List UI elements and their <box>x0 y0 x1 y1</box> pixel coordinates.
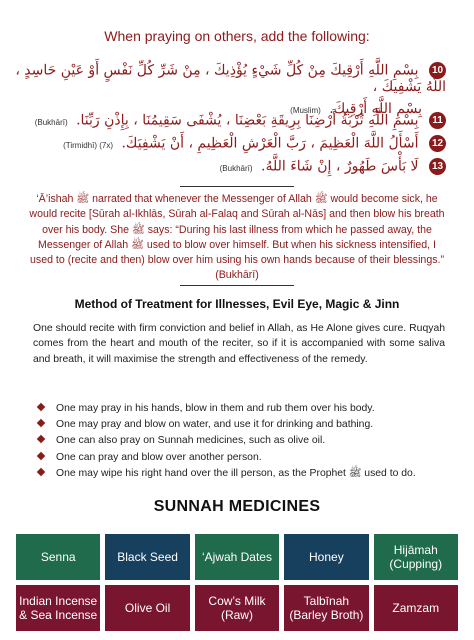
diamond-bullet-icon <box>37 419 45 427</box>
dua-arabic-text: أَسْأَلُ اللَّهَ الْعَظِيمَ ، رَبَّ الْعَرْشِ الْعَظِيمِ ، أَنْ يَشْفِيَكَ. <box>121 135 419 152</box>
diamond-bullet-icon <box>37 435 45 443</box>
diamond-bullet-icon <box>37 451 45 459</box>
dua-source: (Bukhārī) <box>34 117 68 127</box>
medicine-tile: Talbīnah (Barley Broth) <box>284 585 368 631</box>
dua-number-badge: 13 <box>429 158 446 175</box>
dua-11 <box>31 112 446 129</box>
list-item-text: One can pray and blow over another person. <box>56 451 262 463</box>
dua-source: (Bukhārī) <box>219 163 253 173</box>
diamond-bullet-icon <box>37 403 45 411</box>
dua-10 <box>0 62 446 117</box>
dua-arabic-text: بِسْمِ اللَّهِ تُرْبَةُ أَرْضِنَا بِرِيقَةِ بَعْضِنَا ، يُشْفَى سَقِيمُنَا ، بِإِذْنِ رَبِّنَا. <box>76 112 419 129</box>
divider-top <box>180 186 294 187</box>
dua-arabic-text: لَا بَأْسَ طَهُورٌ ، إِنْ شَاءَ اللَّهُ. <box>261 158 419 175</box>
list-item-text: One may wipe his right hand over the ill person, as the Prophet ﷺ used to do. <box>56 467 416 479</box>
dua-number-badge: 10 <box>429 62 446 79</box>
dua-number-badge: 11 <box>429 112 446 129</box>
method-bullet-list <box>38 401 448 482</box>
medicine-tile: Cow’s Milk (Raw) <box>195 585 279 631</box>
method-paragraph: One should recite with firm conviction and belief in Allah, as He Alone gives cure. Ruqyah comes from the heart and mouth of the reciter, so if it is accompanied with some saliva and breath, it will maximise the strength and effectiveness of the remedy. <box>33 323 445 365</box>
medicine-tile: Olive Oil <box>105 585 189 631</box>
medicine-tile: Hijāmah (Cupping) <box>374 534 458 580</box>
medicine-tile: Black Seed <box>105 534 189 580</box>
list-item <box>38 450 448 466</box>
sunnah-medicines-title: SUNNAH MEDICINES <box>153 498 321 515</box>
medicine-grid <box>16 534 458 632</box>
dua-arabic-text: بِسْمِ اللَّهِ أَرْقِيكَ. <box>329 101 422 117</box>
divider-bottom <box>180 285 294 286</box>
list-item <box>38 401 448 417</box>
list-item <box>38 466 448 482</box>
list-item-text: One may pray in his hands, blow in them and rub them over his body. <box>56 403 375 414</box>
list-item-text: One can also pray on Sunnah medicines, such as olive oil. <box>56 435 326 447</box>
list-item <box>38 417 448 433</box>
method-title: Method of Treatment for Illnesses, Evil Eye, Magic & Jinn <box>74 297 400 311</box>
list-item <box>38 433 448 449</box>
medicine-tile: Honey <box>284 534 368 580</box>
medicine-tile: ‘Ajwah Dates <box>195 534 279 580</box>
medicine-tile: Indian Incense & Sea Incense <box>16 585 100 631</box>
hadith-quote: ‘Ā’ishah ﷺ narrated that whenever the Messenger of Allah ﷺ would become sick, he would recite [Sūrah al-Ikhlās, Sūrah al-Falaq and Sūrah al-Nās] and then blow his breath over his body. She ﷺ says: “During his last illness from which he passed away, the Messenger of Allah ﷺ used to blow over himself. But when his sickness intensified, I used to (recite and then) blow over him using his own hands because of their blessings.” (Bukhārī) <box>29 193 445 282</box>
dua-13 <box>216 158 446 175</box>
medicine-tile: Zamzam <box>374 585 458 631</box>
list-item-text: One may pray and blow on water, and use it for drinking and bathing. <box>56 419 374 431</box>
dua-arabic-text: بِسْمِ اللَّهِ أَرْقِيكَ مِنْ كُلِّ شَيْءٍ يُؤْذِيكَ ، مِنْ شَرِّ كُلِّ نَفْسٍ أَوْ عَيْنِ حَاسِدٍ ، اللَّهُ يَشْفِيكَ ، <box>15 62 446 95</box>
dua-source: (Muslim) <box>290 106 321 115</box>
dua-number-badge: 12 <box>429 135 446 152</box>
medicine-tile: Senna <box>16 534 100 580</box>
dua-source: (Tirmidhī) (7x) <box>63 140 113 150</box>
dua-12 <box>59 135 446 152</box>
diamond-bullet-icon <box>37 468 45 476</box>
intro-heading: When praying on others, add the following: <box>104 28 370 44</box>
